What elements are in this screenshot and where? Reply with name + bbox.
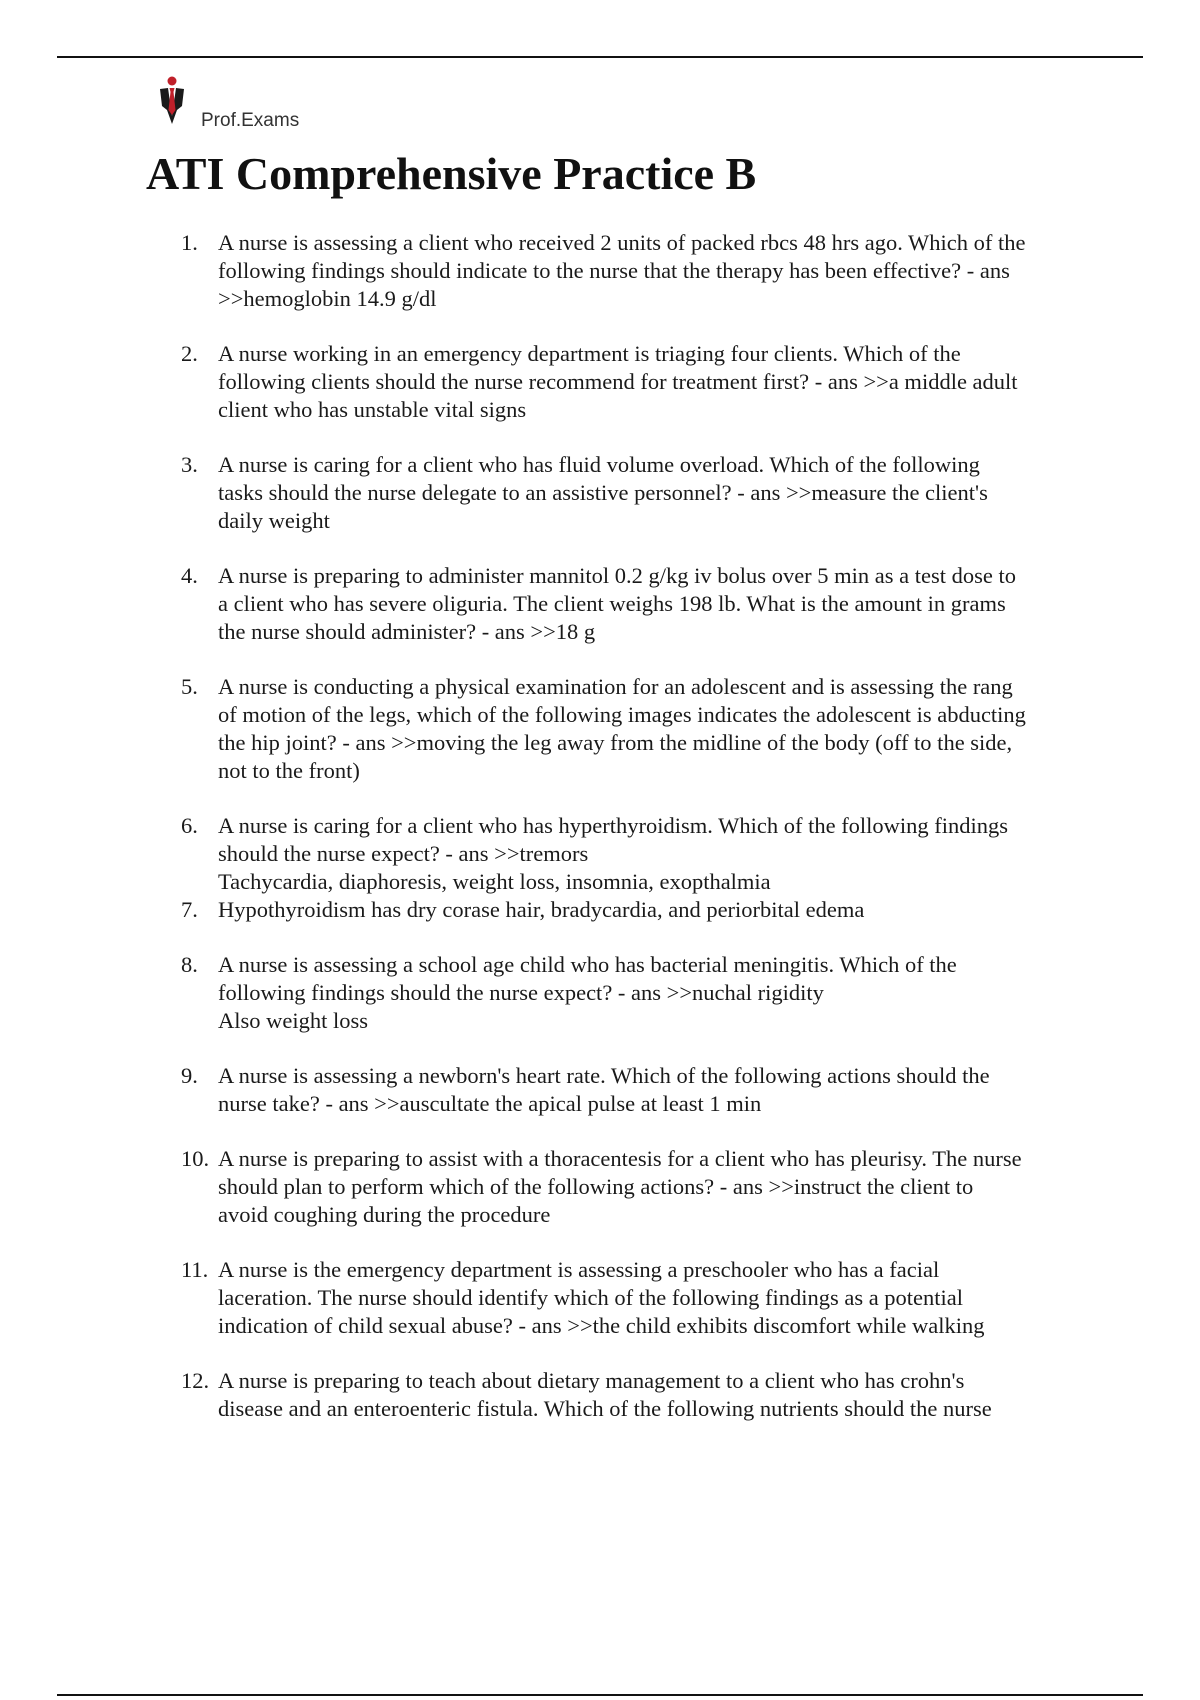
question-number: 10. (181, 1146, 210, 1171)
document-title: ATI Comprehensive Practice B (146, 148, 757, 199)
question-list (181, 229, 1101, 1450)
question-number: 7. (181, 897, 198, 922)
question-item (181, 1367, 1101, 1423)
question-text: A nurse is assessing a school age child who has bacterial meningitis. Which of the following findings should the nurse expect? - ans >>nuchal rigidity Also weight loss (218, 952, 957, 1033)
necktie-person-icon (156, 76, 188, 126)
question-number: 8. (181, 952, 198, 977)
question-number: 6. (181, 813, 198, 838)
question-text: A nurse is conducting a physical examination for an adolescent and is assessing the rang of motion of the legs, which of the following images indicates the adolescent is abducting the hip joint? - ans >>moving the leg away from the midline of the body (off to the side, not to the front) (218, 674, 1026, 783)
question-text: A nurse is caring for a client who has fluid volume overload. Which of the following tasks should the nurse delegate to an assistive personnel? - ans >>measure the client's daily weight (218, 452, 988, 533)
question-text: A nurse is caring for a client who has hyperthyroidism. Which of the following findings should the nurse expect? - ans >>tremors Tachycardia, diaphoresis, weight loss, insomnia, exopthalmia (218, 813, 1009, 894)
question-number: 3. (181, 452, 198, 477)
question-item (181, 1145, 1101, 1229)
question-item (181, 451, 1101, 535)
question-item (181, 812, 1101, 896)
question-number: 9. (181, 1063, 198, 1088)
question-item (181, 1062, 1101, 1118)
question-text: A nurse is preparing to administer mannitol 0.2 g/kg iv bolus over 5 min as a test dose to a client who has severe oliguria. The client weighs 198 lb. What is the amount in grams the nurse should administer? - ans >>18 g (218, 563, 1017, 644)
question-number: 2. (181, 341, 198, 366)
question-number: 5. (181, 674, 198, 699)
question-text: A nurse is preparing to teach about dietary management to a client who has crohn's disease and an enteroenteric fistula. Which of the following nutrients should the nurse (218, 1368, 992, 1421)
question-number: 1. (181, 230, 198, 255)
question-item (181, 673, 1101, 785)
question-number: 11. (181, 1257, 209, 1282)
question-text: A nurse is the emergency department is assessing a preschooler who has a facial laceration. The nurse should identify which of the following findings as a potential indication of child sexual abuse? - ans >>the child exhibits discomfort while walking (218, 1257, 985, 1338)
question-item (181, 229, 1101, 313)
brand-name: Prof.Exams (201, 110, 300, 131)
question-item (181, 562, 1101, 646)
top-rule (57, 56, 1143, 58)
question-text: A nurse is preparing to assist with a thoracentesis for a client who has pleurisy. The nurse should plan to perform which of the following actions? - ans >>instruct the client to avoid coughing during the procedure (218, 1146, 1022, 1227)
question-number: 4. (181, 563, 198, 588)
question-text: A nurse working in an emergency department is triaging four clients. Which of the following clients should the nurse recommend for treatment first? - ans >>a middle adult client who has unstable vital signs (218, 341, 1018, 422)
question-number: 12. (181, 1368, 210, 1393)
question-text: A nurse is assessing a client who received 2 units of packed rbcs 48 hrs ago. Which of the following findings should indicate to the nurse that the therapy has been effective? - ans >>hemoglobin 14.9 g/dl (218, 230, 1026, 311)
question-text: Hypothyroidism has dry corase hair, bradycardia, and periorbital edema (218, 897, 865, 922)
question-item (181, 951, 1101, 1035)
bottom-rule (57, 1694, 1143, 1696)
question-item (181, 896, 1101, 924)
question-item (181, 1256, 1101, 1340)
brand-header (156, 76, 356, 136)
question-text: A nurse is assessing a newborn's heart rate. Which of the following actions should the nurse take? - ans >>auscultate the apical pulse at least 1 min (218, 1063, 990, 1116)
question-item (181, 340, 1101, 424)
